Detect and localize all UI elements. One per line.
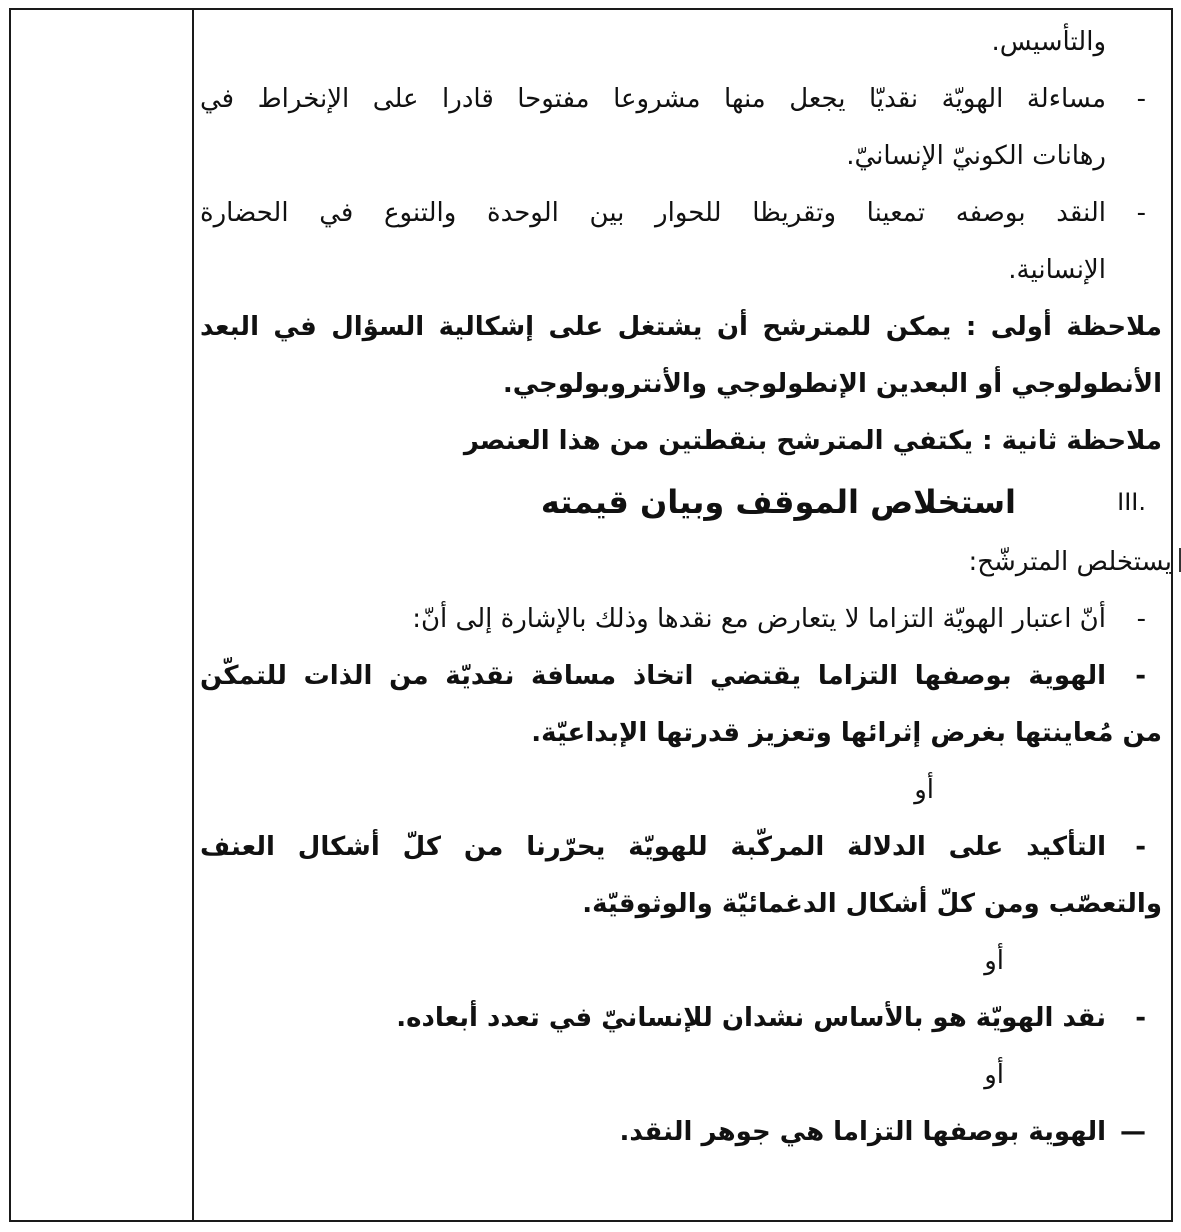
bullet-dash: — <box>1120 1117 1146 1147</box>
bullet-dash: - <box>1135 832 1146 862</box>
note-first: ملاحظة أولى : يمكن للمترشح أن يشتغل على إشكالية السؤال في البعد <box>200 312 1162 342</box>
bullet-dash: - <box>1136 604 1146 634</box>
bullet-dash: - <box>1135 661 1146 691</box>
list-item-continuation: من مُعاينتها بغرض إثرائها وتعزيز قدرتها الإبداعيّة. <box>531 718 1162 748</box>
list-item-text: أنّ اعتبار الهويّة التزاما لا يتعارض مع نقدها وذلك بالإشارة إلى أنّ: <box>412 604 1106 634</box>
or-connector: أو <box>984 946 1004 976</box>
list-item-text: مساءلة الهويّة نقديّا يجعل منها مشروعا مفتوحا قادرا على الإنخراط في <box>200 84 1106 114</box>
list-item-text: الهوية بوصفها التزاما يقتضي اتخاذ مسافة نقديّة من الذات للتمكّن <box>200 661 1106 691</box>
document-body <box>200 14 1172 1161</box>
or-connector: أو <box>984 1060 1004 1090</box>
or-connector: أو <box>914 775 934 805</box>
list-item <box>200 185 1162 242</box>
list-item <box>200 990 1162 1047</box>
list-item-text: الهوية بوصفها التزاما هي جوهر النقد. <box>619 1117 1106 1147</box>
bullet-dash: - <box>1136 198 1146 228</box>
list-item <box>200 71 1162 128</box>
list-item-text: النقد بوصفه تمعينا وتقريظا للحوار بين الوحدة والتنوع في الحضارة <box>200 198 1106 228</box>
list-item-text: نقد الهويّة هو بالأساس نشدان للإنسانيّ في تعدد أبعاده. <box>396 1003 1106 1033</box>
section-heading <box>200 470 1162 534</box>
bullet-dash: - <box>1135 1003 1146 1033</box>
section-intro: يستخلص المترشّح: <box>968 547 1172 577</box>
section-numeral: III. <box>1117 488 1146 516</box>
list-item-continuation: رهانات الكونيّ الإنسانيّ. <box>846 141 1106 171</box>
note-first-continuation: الأنطولوجي أو البعدين الإنطولوجي والأنتروبولوجي. <box>502 369 1162 399</box>
column-divider <box>192 8 194 1222</box>
paragraph-line: والتأسيس. <box>991 27 1106 57</box>
list-item <box>200 819 1162 876</box>
list-item-text: التأكيد على الدلالة المركّبة للهويّة يحرّرنا من كلّ أشكال العنف <box>200 832 1106 862</box>
list-item-continuation: الإنسانية. <box>1008 255 1106 285</box>
list-item <box>200 1104 1162 1161</box>
list-item <box>200 591 1162 648</box>
list-item <box>200 648 1162 705</box>
bullet-dash: - <box>1136 84 1146 114</box>
note-second: ملاحظة ثانية : يكتفي المترشح بنقطتين من هذا العنصر <box>463 426 1162 456</box>
list-item-continuation: والتعصّب ومن كلّ أشكال الدغمائيّة والوثوقيّة. <box>582 889 1162 919</box>
section-title: استخلاص الموقف وبيان قيمته <box>540 483 1016 521</box>
